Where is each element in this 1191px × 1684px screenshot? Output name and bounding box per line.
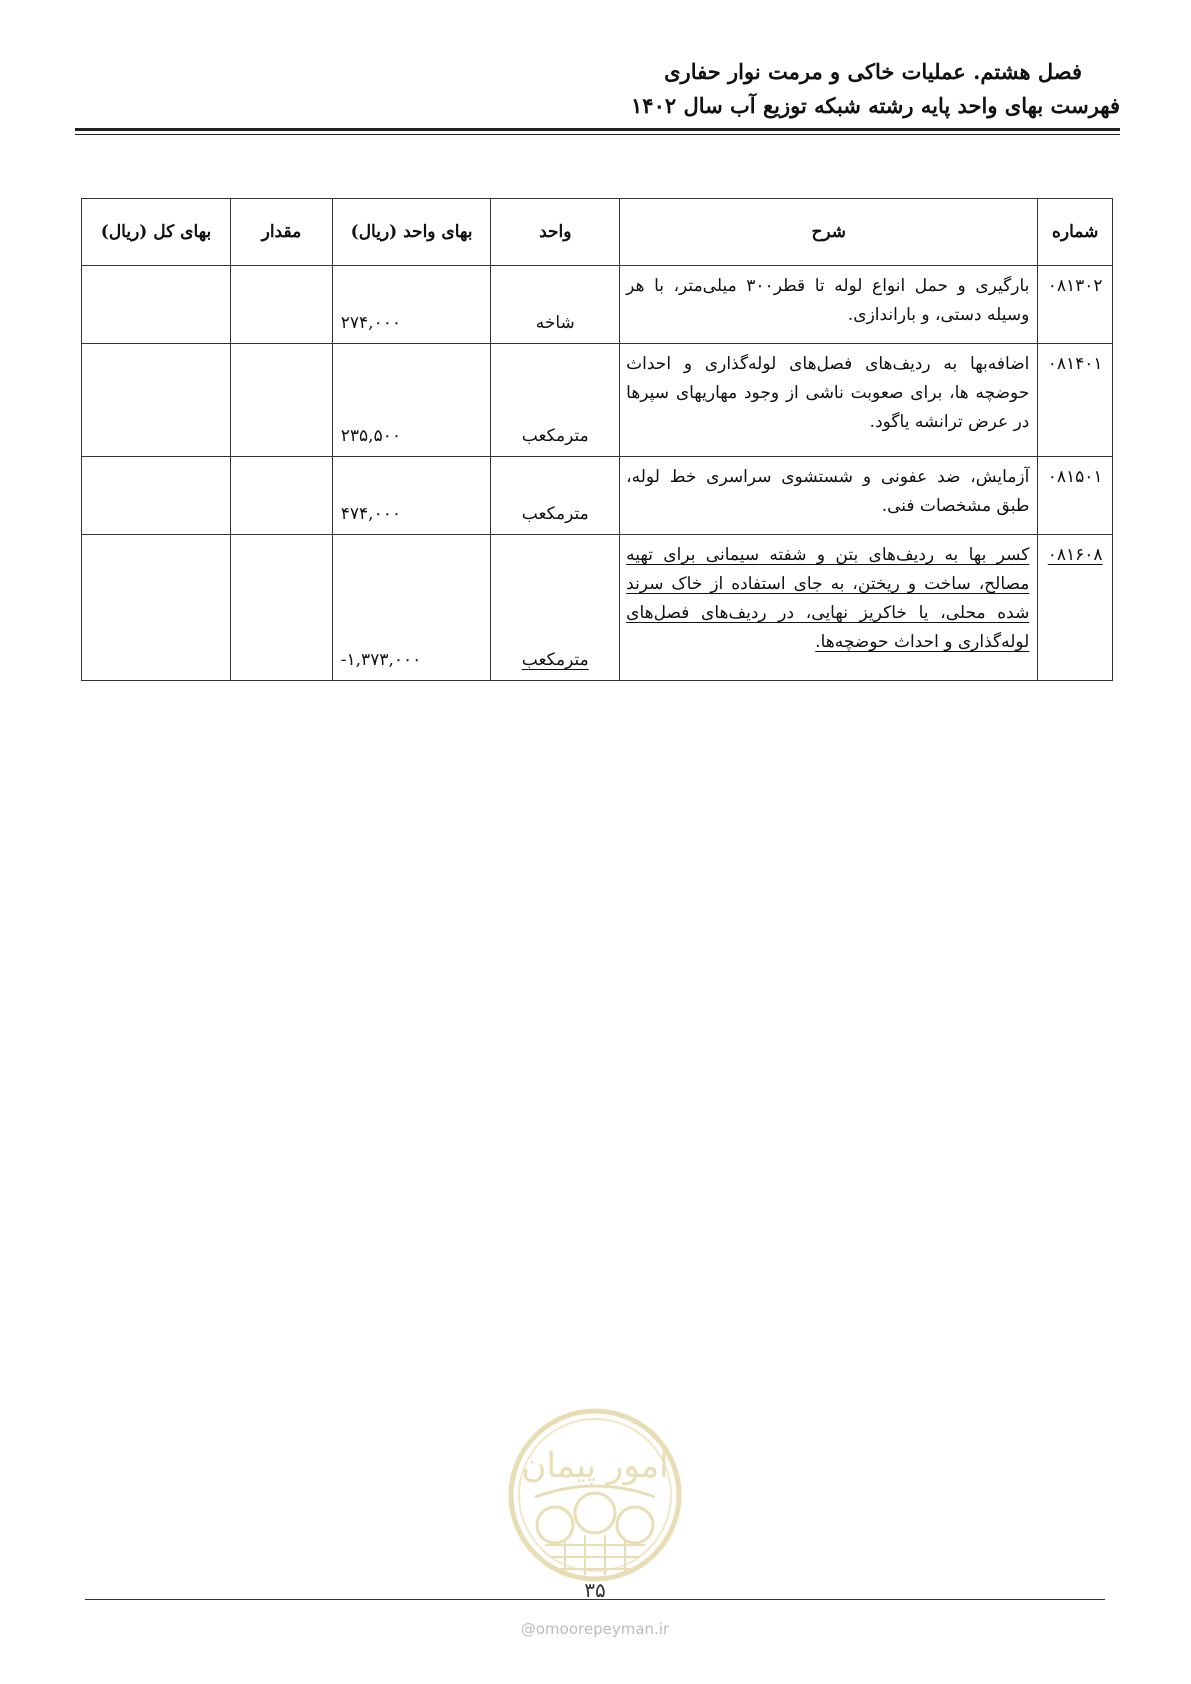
item-unit-price: ۲۳۵,۵۰۰: [332, 344, 491, 457]
header-quantity: مقدار: [231, 199, 333, 266]
price-list-title: فهرست بهای واحد پایه رشته شبکه توزیع آب سال ۱۴۰۲: [631, 93, 1120, 118]
item-total: [82, 535, 231, 681]
header-description: شرح: [620, 199, 1038, 266]
item-description: بارگیری و حمل انواع لوله تا قطر۳۰۰ میلی‌متر، با هر وسیله دستی، و باراندازی.: [620, 266, 1038, 344]
table-header-row: [82, 199, 1113, 266]
item-code: ۰۸۱۶۰۸: [1038, 535, 1113, 681]
item-quantity: [231, 266, 333, 344]
seal-gear-icon: [505, 1405, 685, 1585]
item-code: ۰۸۱۳۰۲: [1038, 266, 1113, 344]
price-table: [81, 198, 1113, 681]
item-total: [82, 457, 231, 535]
item-unit: شاخه: [491, 266, 620, 344]
item-unit: مترمکعب: [491, 457, 620, 535]
table-row: [82, 457, 1113, 535]
chapter-title: فصل هشتم. عملیات خاکی و مرمت نوار حفاری: [664, 59, 1082, 84]
site-handle: @omoorepeyman.ir: [520, 1620, 670, 1638]
item-description: آزمایش، ضد عفونی و شستشوی سراسری خط لوله، طبق مشخصات فنی.: [620, 457, 1038, 535]
item-description: کسر بها به ردیف‌های بتن و شفته سیمانی برای تهیه مصالح، ساخت و ریختن، به جای استفاده از خاک سرند شده محلی، یا خاکریز نهایی، در ردیف‌های فصل‌های لوله‌گذاری و احداث حوضچه‌ها.: [620, 535, 1038, 681]
header-unit-price: بهای واحد (ریال): [332, 199, 491, 266]
item-total: [82, 344, 231, 457]
item-description: اضافه‌بها به ردیف‌های فصل‌های لوله‌گذاری و احداث حوضچه ها، برای صعوبت ناشی از وجود مهاریهای سپرها در عرض ترانشه یاگود.: [620, 344, 1038, 457]
item-unit-price: ۲۷۴,۰۰۰: [332, 266, 491, 344]
page-number: ۳۵: [584, 1578, 606, 1602]
item-code: ۰۸۱۵۰۱: [1038, 457, 1113, 535]
table-row: [82, 344, 1113, 457]
item-code: ۰۸۱۴۰۱: [1038, 344, 1113, 457]
watermark-text: امور پیمان: [521, 1446, 669, 1486]
table-row: [82, 535, 1113, 681]
header-rule-thick: [75, 128, 1120, 131]
item-quantity: [231, 344, 333, 457]
page-header: [75, 55, 1120, 123]
item-total: [82, 266, 231, 344]
header-code: شماره: [1038, 199, 1113, 266]
item-unit: مترمکعب: [491, 535, 620, 681]
item-unit: مترمکعب: [491, 344, 620, 457]
item-unit-price: ۴۷۴,۰۰۰: [332, 457, 491, 535]
header-unit: واحد: [491, 199, 620, 266]
item-quantity: [231, 457, 333, 535]
header-total-price: بهای کل (ریال): [82, 199, 231, 266]
table-row: [82, 266, 1113, 344]
item-unit-price: -۱,۳۷۳,۰۰۰: [332, 535, 491, 681]
item-quantity: [231, 535, 333, 681]
header-rule-thin: [75, 134, 1120, 135]
